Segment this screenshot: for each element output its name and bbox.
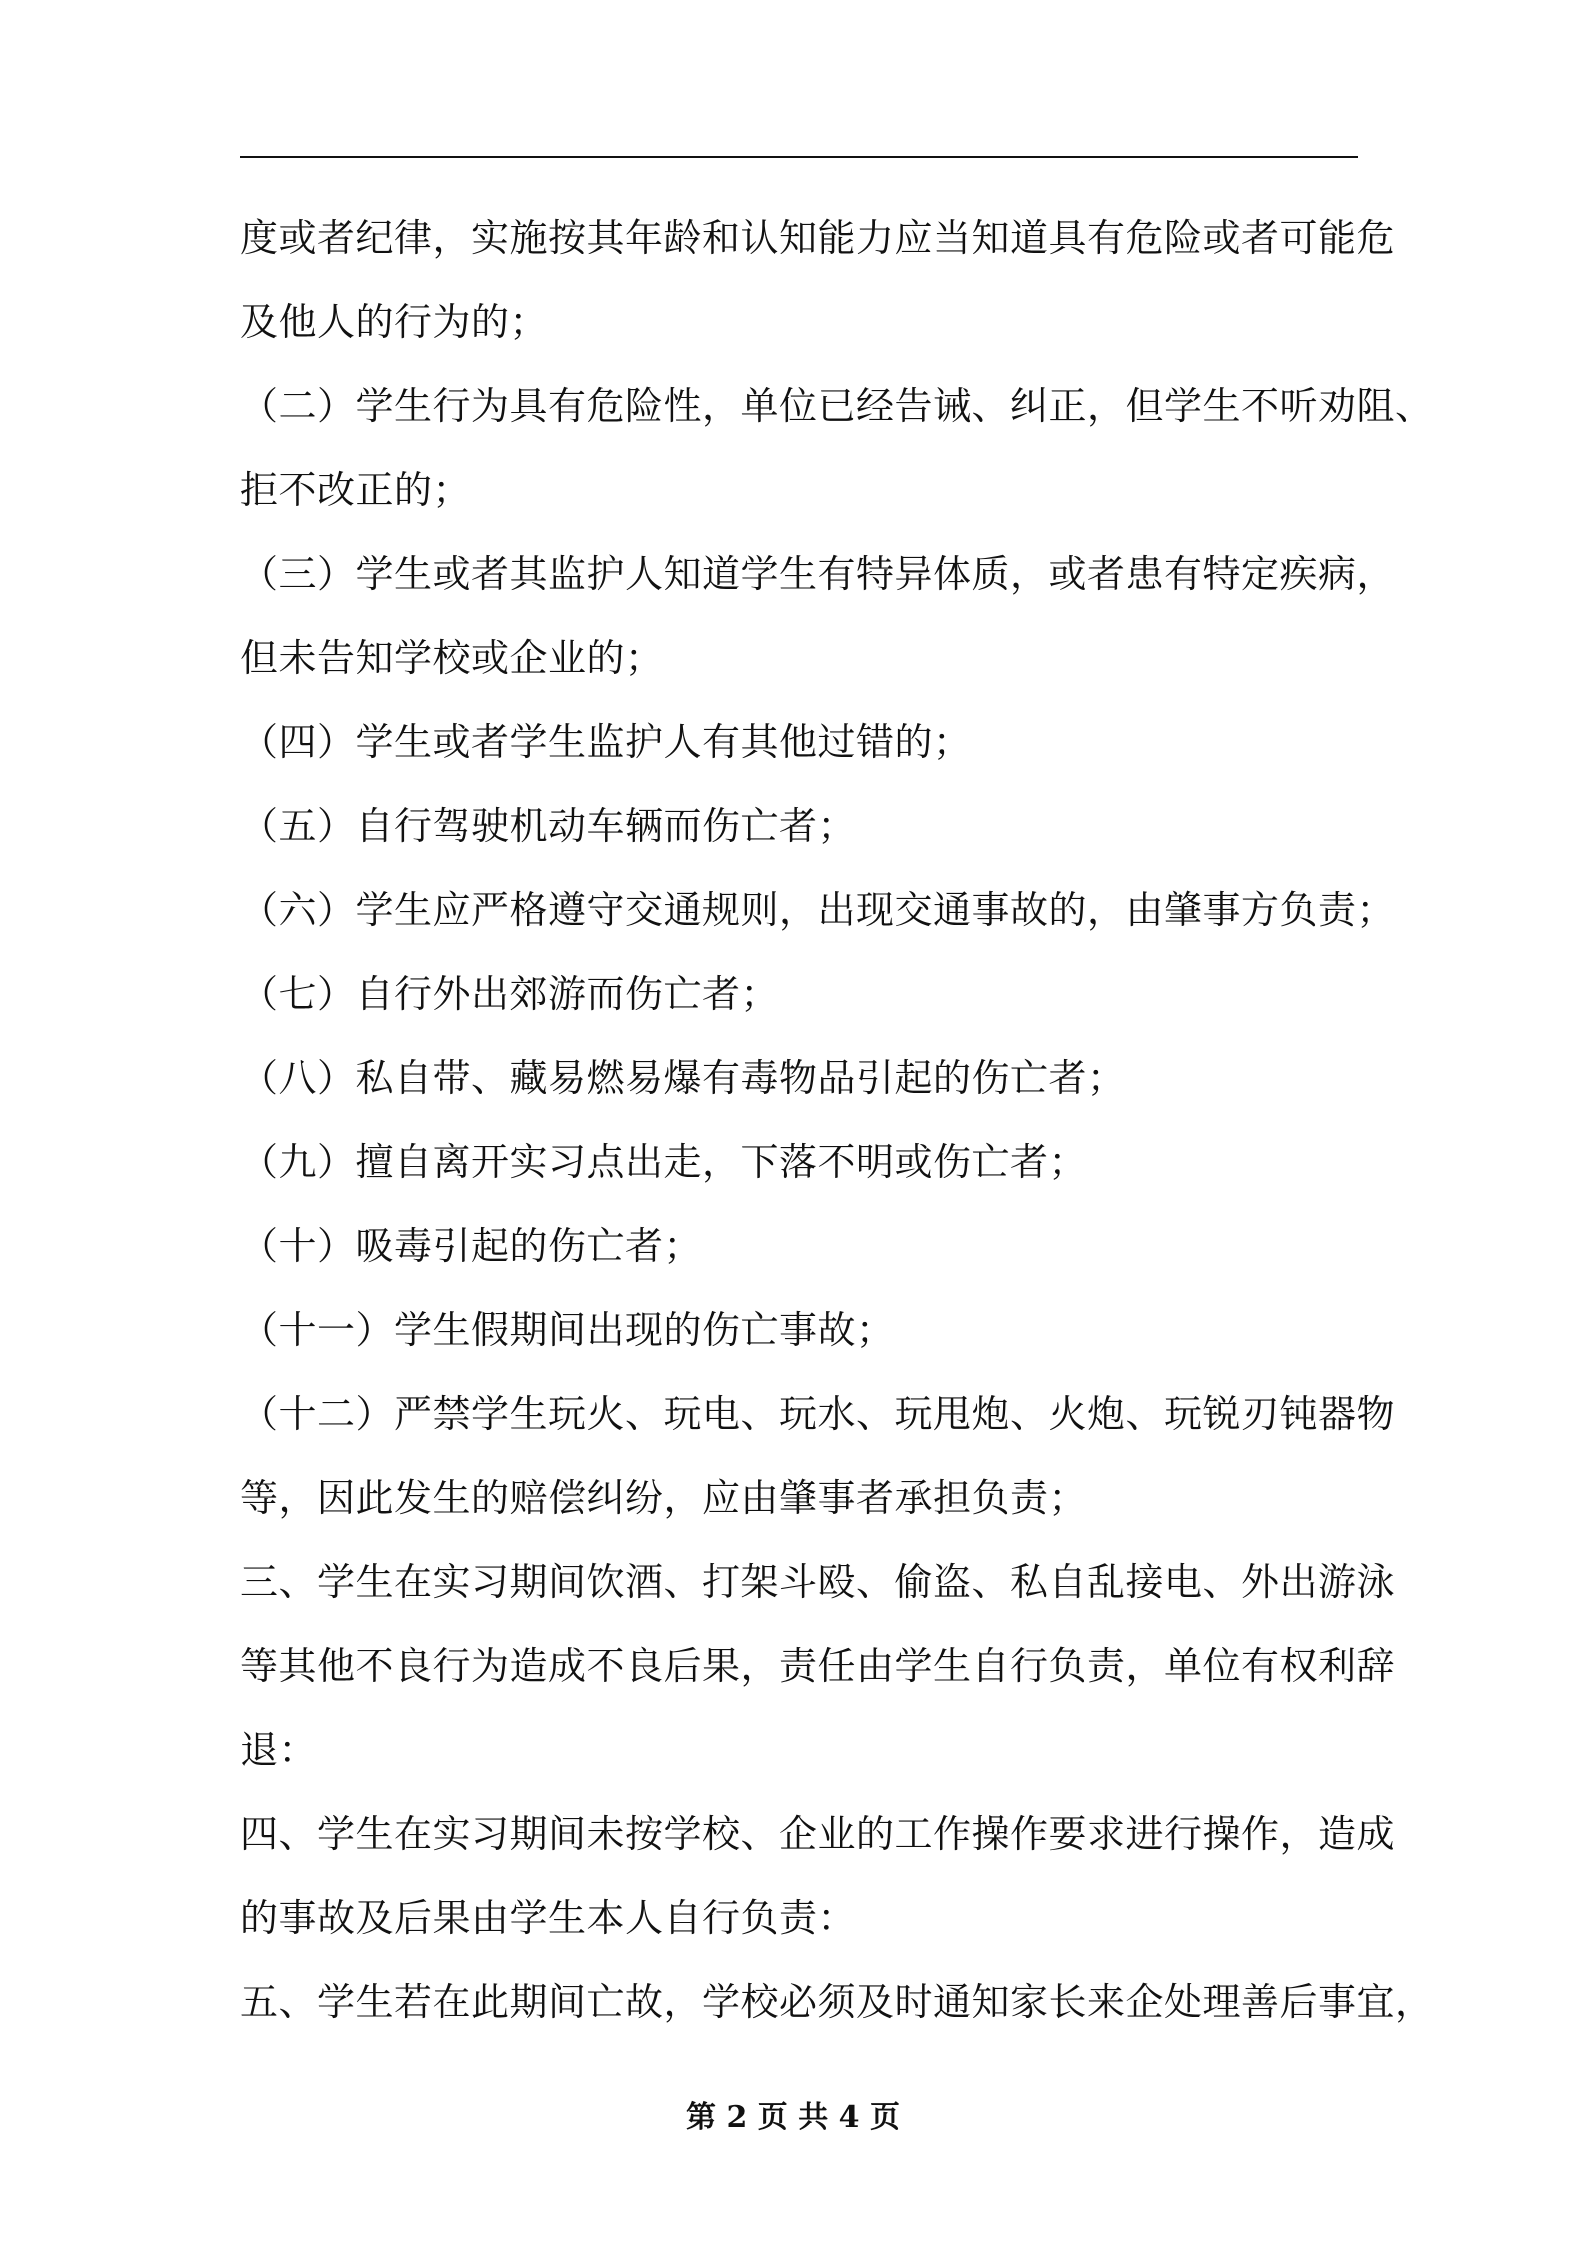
text-line: 的事故及后果由学生本人自行负责： xyxy=(240,1896,857,1940)
text-line: （十）吸毒引起的伤亡者； xyxy=(240,1224,703,1268)
text-line: 拒不改正的； xyxy=(240,468,472,512)
text-line: （七）自行外出郊游而伤亡者； xyxy=(240,972,780,1016)
text-line: （二）学生行为具有危险性，单位已经告诫、纠正，但学生不听劝阻、 xyxy=(240,384,1434,428)
text-line: （三）学生或者其监护人知道学生有特异体质，或者患有特定疾病， xyxy=(240,552,1396,596)
header-divider xyxy=(240,156,1358,158)
text-line: （六）学生应严格遵守交通规则，出现交通事故的，由肇事方负责； xyxy=(240,888,1396,932)
text-line: 四、学生在实习期间未按学校、企业的工作操作要求进行操作，造成 xyxy=(240,1812,1396,1856)
document-body xyxy=(240,196,1434,2044)
text-line: 退： xyxy=(240,1728,318,1772)
text-line: 及他人的行为的； xyxy=(240,300,549,344)
text-line: 度或者纪律，实施按其年龄和认知能力应当知道具有危险或者可能危 xyxy=(240,216,1396,260)
text-line: 但未告知学校或企业的； xyxy=(240,636,664,680)
text-line: 等其他不良行为造成不良后果，责任由学生自行负责，单位有权利辞 xyxy=(240,1644,1396,1688)
text-line: （四）学生或者学生监护人有其他过错的； xyxy=(240,720,972,764)
page-number-footer: 第 2 页 共 4 页 xyxy=(686,2100,900,2135)
text-line: 等，因此发生的赔偿纠纷，应由肇事者承担负责； xyxy=(240,1476,1088,1520)
text-line: （十二）严禁学生玩火、玩电、玩水、玩甩炮、火炮、玩锐刃钝器物 xyxy=(240,1392,1396,1436)
text-line: 三、学生在实习期间饮酒、打架斗殴、偷盗、私自乱接电、外出游泳 xyxy=(240,1560,1396,1604)
text-line: （五）自行驾驶机动车辆而伤亡者； xyxy=(240,804,857,848)
text-line: 五、学生若在此期间亡故，学校必须及时通知家长来企处理善后事宜， xyxy=(240,1980,1434,2024)
text-line: （十一）学生假期间出现的伤亡事故； xyxy=(240,1308,895,1352)
text-line: （八）私自带、藏易燃易爆有毒物品引起的伤亡者； xyxy=(240,1056,1126,1100)
text-line: （九）擅自离开实习点出走，下落不明或伤亡者； xyxy=(240,1140,1088,1184)
